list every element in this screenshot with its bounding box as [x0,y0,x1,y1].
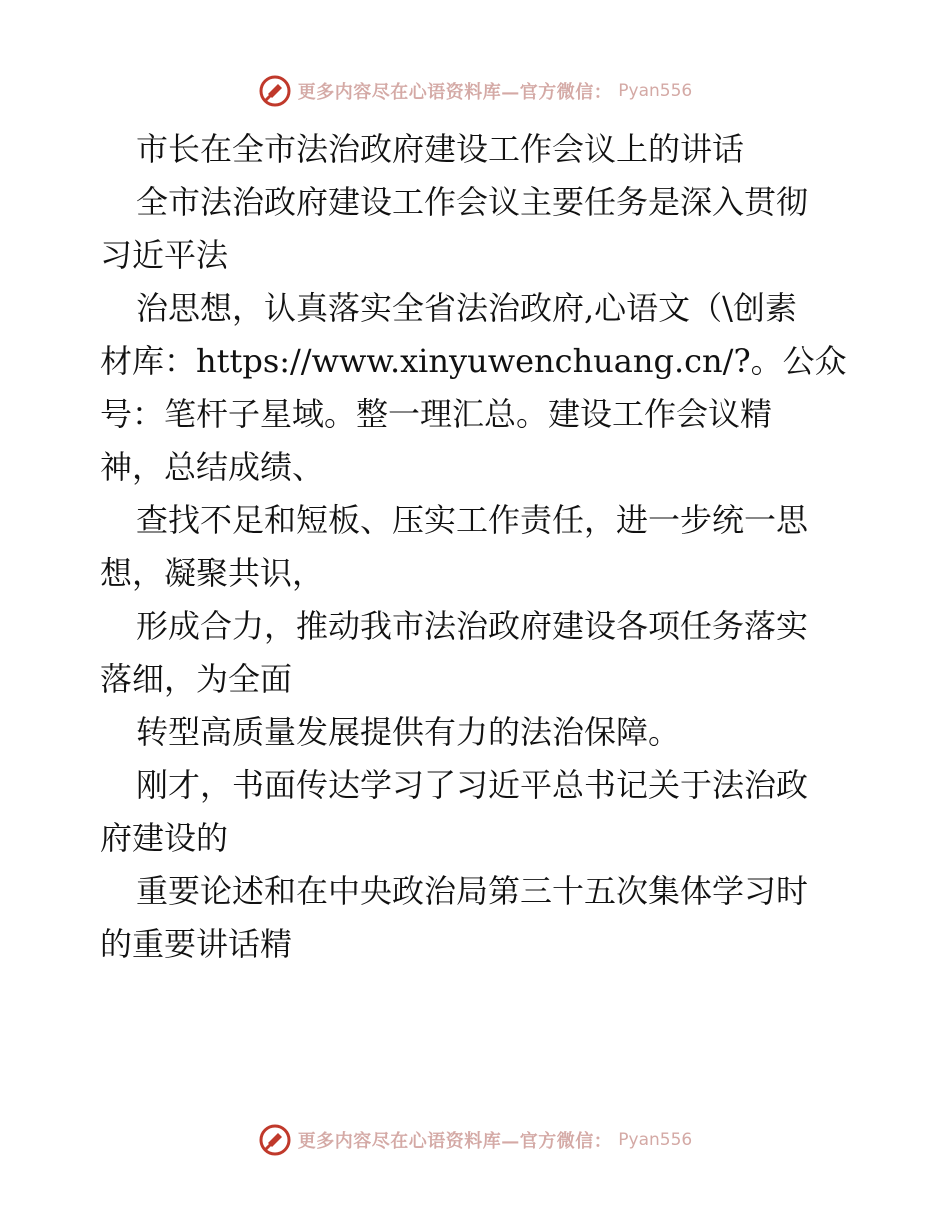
xinyu-logo-icon [258,1123,292,1157]
paragraph-line: 治思想，认真落实全省法治政府,心语文（\创素 [136,289,797,327]
header-banner [0,71,950,111]
footer-banner [0,1120,950,1160]
document-title: 市长在全市法治政府建设工作会议上的讲话 [136,130,745,168]
xinyu-logo-icon [258,74,292,108]
paragraph-line: 全市法治政府建设工作会议主要任务是深入贯彻 [136,183,809,221]
paragraph-line: 神，总结成绩、 [100,448,325,486]
document-body [100,123,860,971]
banner-text: 更多内容尽在心语资料库—官方微信： [297,1131,613,1152]
paragraph-line: 转型高质量发展提供有力的法治保障。 [136,713,681,751]
paragraph-line: 查找不足和短板、压实工作责任，进一步统一思 [136,501,809,539]
paragraph-line: 号：笔杆子星域。整一理汇总。建设工作会议精 [100,395,773,433]
paragraph-line: 落细，为全面 [100,660,293,698]
paragraph-line: 府建设的 [100,819,229,857]
paragraph-line: 刚才，书面传达学习了习近平总书记关于法治政 [136,766,809,804]
paragraph-line: 的重要讲话精 [100,925,293,963]
banner-wechat-id: Pyan556 [618,81,693,101]
paragraph-line: 重要论述和在中央政治局第三十五次集体学习时 [136,872,809,910]
paragraph-line: 想，凝聚共识， [100,554,325,592]
paragraph-line: 形成合力，推动我市法治政府建设各项任务落实 [136,607,809,645]
banner-wechat-id: Pyan556 [618,1130,693,1150]
paragraph-line: 材库：https://www.xinyuwenchuang.cn/?。公众 [100,342,847,380]
banner-text: 更多内容尽在心语资料库—官方微信： [297,82,613,103]
paragraph-line: 习近平法 [100,236,229,274]
